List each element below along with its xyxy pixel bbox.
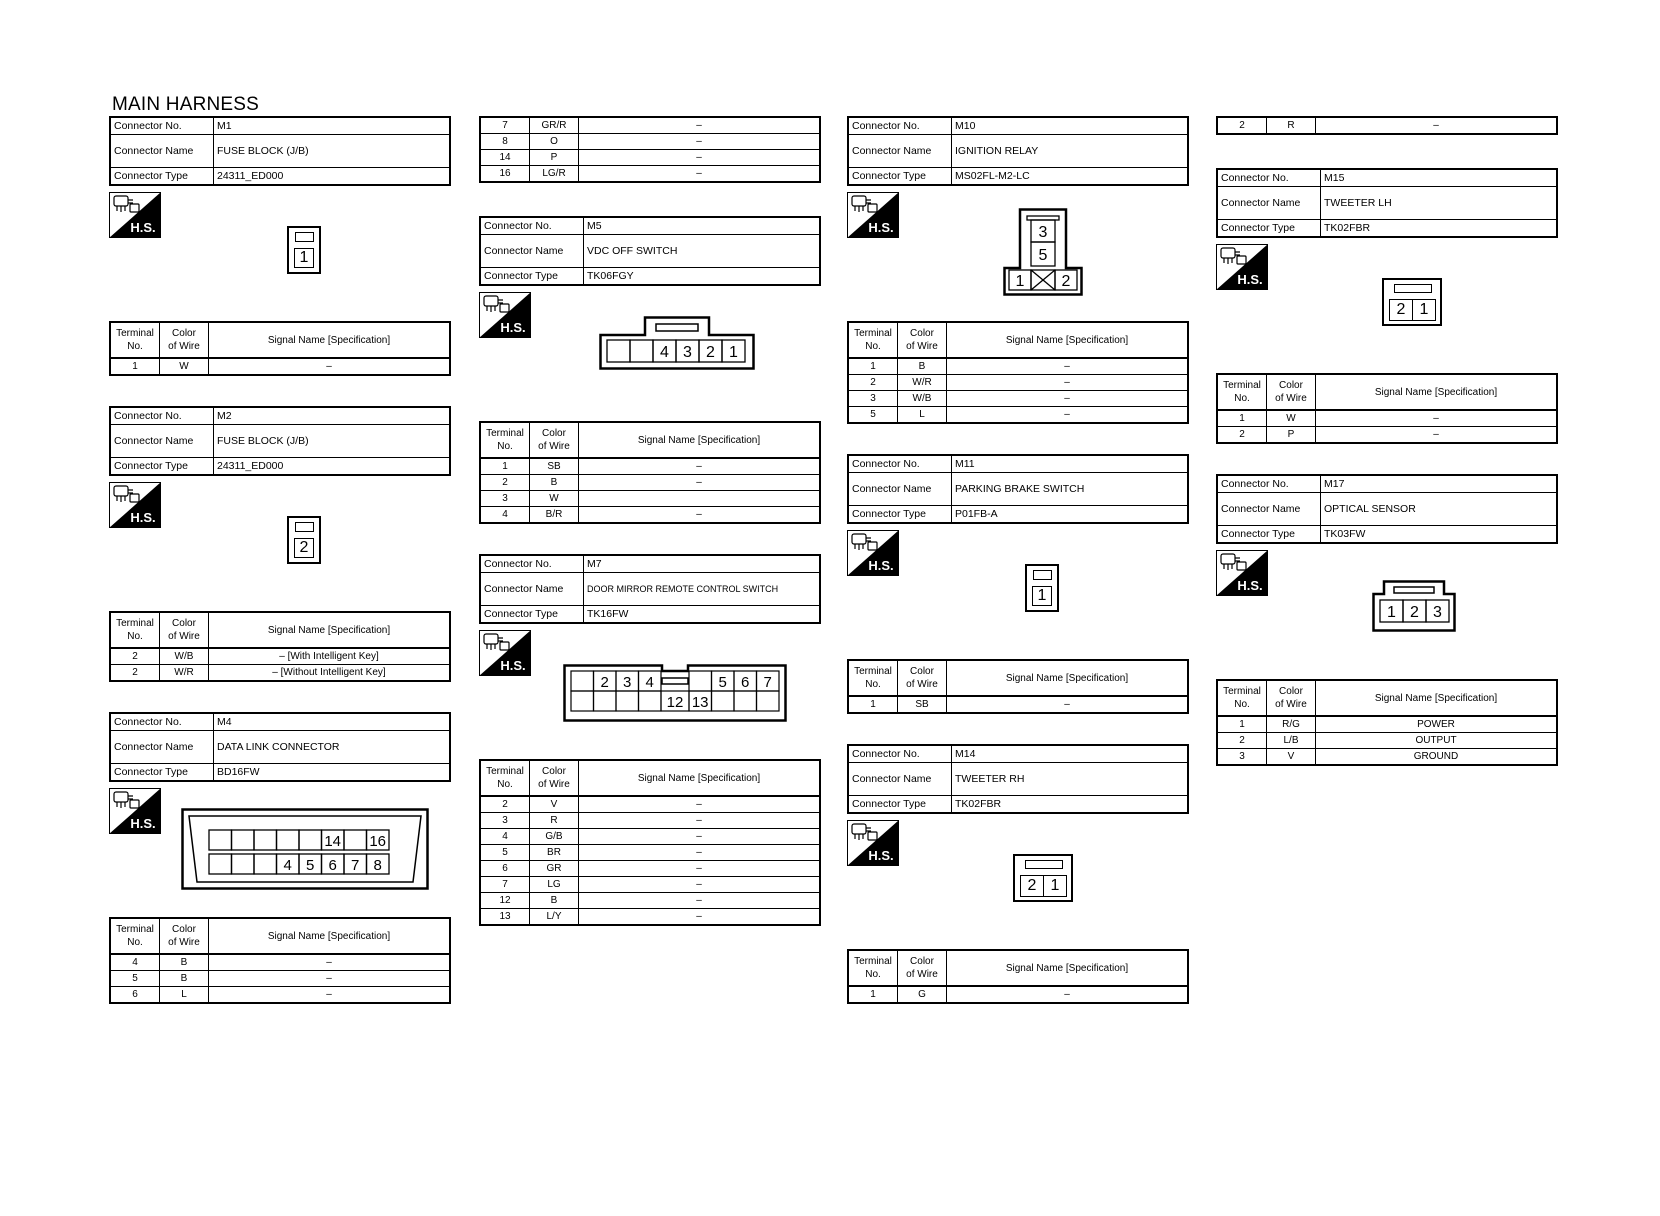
svg-text:14: 14	[324, 833, 342, 850]
connector-figure-m10	[847, 186, 1189, 321]
svg-text:1: 1	[1387, 604, 1396, 621]
connector-face-m14: 2 1	[1013, 854, 1073, 902]
connector-info-m17: Connector No. M17 Connector Name OPTICAL SENSOR Connector Type TK03FW	[1216, 474, 1558, 544]
connector-info-m5: Connector No. M5 Connector Name VDC OFF SWITCH Connector Type TK06FGY	[479, 216, 821, 286]
harness-side-icon	[847, 820, 899, 866]
harness-side-icon	[479, 292, 531, 338]
harness-side-icon	[479, 630, 531, 676]
connector-figure-m17	[1216, 544, 1558, 679]
harness-side-icon	[1216, 244, 1268, 290]
connector-face-m5	[599, 316, 755, 370]
svg-text:5: 5	[306, 857, 315, 874]
svg-text:6: 6	[741, 674, 750, 691]
terminal-table-m11: Terminal No. Color of Wire Signal Name [Specification] 1 SB –	[847, 659, 1189, 714]
svg-text:8: 8	[373, 857, 382, 874]
harness-side-icon	[109, 482, 161, 528]
column-2	[479, 116, 821, 926]
svg-text:3: 3	[1433, 604, 1442, 621]
connector-info-m15: Connector No. M15 Connector Name TWEETER LH Connector Type TK02FBR	[1216, 168, 1558, 238]
connector-face-m15: 2 1	[1382, 278, 1442, 326]
connector-name-value: FUSE BLOCK (J/B)	[214, 135, 451, 168]
svg-text:7: 7	[351, 857, 360, 874]
connector-figure-m15	[1216, 238, 1558, 373]
connector-figure-m11	[847, 524, 1189, 659]
svg-text:5: 5	[718, 674, 727, 691]
terminal-table-m15: Terminal No. Color of Wire Signal Name [Specification] 1 W – 2 P –	[1216, 373, 1558, 444]
connector-info-m4: Connector No. M4 Connector Name DATA LINK CONNECTOR Connector Type BD16FW	[109, 712, 451, 782]
svg-text:2: 2	[706, 344, 715, 361]
harness-side-icon	[847, 192, 899, 238]
connector-face-m1	[287, 226, 321, 274]
svg-text:13: 13	[691, 694, 709, 711]
connector-figure-m5	[479, 286, 821, 421]
column-3	[847, 116, 1189, 1004]
connector-name-label: Connector Name	[110, 135, 214, 168]
terminal-table-m17: Terminal No. Color of Wire Signal Name [Specification] 1 R/G POWER 2 L/B OUTPUT 3 V GROUND	[1216, 679, 1558, 766]
svg-text:4: 4	[660, 344, 669, 361]
connector-face-m4	[181, 808, 429, 890]
connector-figure-m7	[479, 624, 821, 759]
svg-text:2: 2	[1410, 604, 1419, 621]
svg-text:2: 2	[600, 674, 609, 691]
svg-text:4: 4	[283, 857, 292, 874]
svg-text:5: 5	[1038, 247, 1048, 264]
connector-info-m14: Connector No. M14 Connector Name TWEETER RH Connector Type TK02FBR	[847, 744, 1189, 814]
terminal-table-m1: Terminal No. Color of Wire Signal Name [Specification] 1 W –	[109, 321, 451, 376]
harness-side-icon	[847, 530, 899, 576]
connector-info-m2: Connector No. M2 Connector Name FUSE BLOCK (J/B) Connector Type 24311_ED000	[109, 406, 451, 476]
connector-no-label: Connector No.	[110, 117, 214, 135]
page-title: MAIN HARNESS	[112, 94, 260, 115]
connector-face-m10	[1003, 208, 1083, 296]
terminal-table-m14-continued: 2 R –	[1216, 116, 1558, 135]
connector-type-value: 24311_ED000	[214, 168, 451, 186]
terminal-table-m2: Terminal No. Color of Wire Signal Name [Specification] 2 W/B – [With Intelligent Key] 2 W/R – [Without Intelligent Key]	[109, 611, 451, 682]
svg-text:4: 4	[645, 674, 654, 691]
connector-info-m7: Connector No. M7 Connector Name DOOR MIRROR REMOTE CONTROL SWITCH Connector Type TK16FW	[479, 554, 821, 624]
svg-text:12: 12	[666, 694, 684, 711]
connector-figure-m2	[109, 476, 451, 611]
connector-figure-m14	[847, 814, 1189, 949]
svg-text:16: 16	[369, 833, 387, 850]
harness-side-icon	[1216, 550, 1268, 596]
terminal-table-m5: Terminal No. Color of Wire Signal Name [Specification] 1 SB – 2 B – 3 W 4 B/R –	[479, 421, 821, 524]
connector-face-m11: 1	[1025, 564, 1059, 612]
connector-face-m7	[563, 664, 787, 722]
connector-face-m17	[1372, 580, 1456, 632]
terminal-table-m4: Terminal No. Color of Wire Signal Name [Specification] 4 B – 5 B – 6 L –	[109, 917, 451, 1004]
pin-label: 1	[294, 248, 314, 268]
svg-text:3: 3	[623, 674, 632, 691]
svg-text:7: 7	[763, 674, 772, 691]
svg-text:2: 2	[1061, 273, 1071, 290]
connector-figure-m4	[109, 782, 451, 917]
svg-text:1: 1	[729, 344, 738, 361]
terminal-table-m4-continued: 7 GR/R – 8 O – 14 P – 16 LG/R –	[479, 116, 821, 183]
column-4	[1216, 116, 1558, 766]
svg-text:3: 3	[1038, 224, 1048, 241]
harness-side-icon	[109, 788, 161, 834]
svg-text:6: 6	[328, 857, 337, 874]
connector-info-m1	[109, 116, 451, 186]
connector-no-value: M1	[214, 117, 451, 135]
connector-face-m2: 2	[287, 516, 321, 564]
connector-type-label: Connector Type	[110, 168, 214, 186]
terminal-table-m7: Terminal No. Color of Wire Signal Name [Specification] 2 V – 3 R – 4 G/B – 5 BR – 6 GR – 7 LG – 12 B – 13 L/Y –	[479, 759, 821, 926]
svg-text:3: 3	[683, 344, 692, 361]
terminal-table-m14: Terminal No. Color of Wire Signal Name [Specification] 1 G –	[847, 949, 1189, 1004]
harness-side-icon	[109, 192, 161, 238]
terminal-table-m10: Terminal No. Color of Wire Signal Name [Specification] 1 B – 2 W/R – 3 W/B – 5 L –	[847, 321, 1189, 424]
column-1	[109, 116, 451, 1004]
connector-info-m11: Connector No. M11 Connector Name PARKING BRAKE SWITCH Connector Type P01FB-A	[847, 454, 1189, 524]
connector-figure-m1	[109, 186, 451, 321]
connector-info-m10: Connector No. M10 Connector Name IGNITION RELAY Connector Type MS02FL-M2-LC	[847, 116, 1189, 186]
svg-text:1: 1	[1015, 273, 1025, 290]
